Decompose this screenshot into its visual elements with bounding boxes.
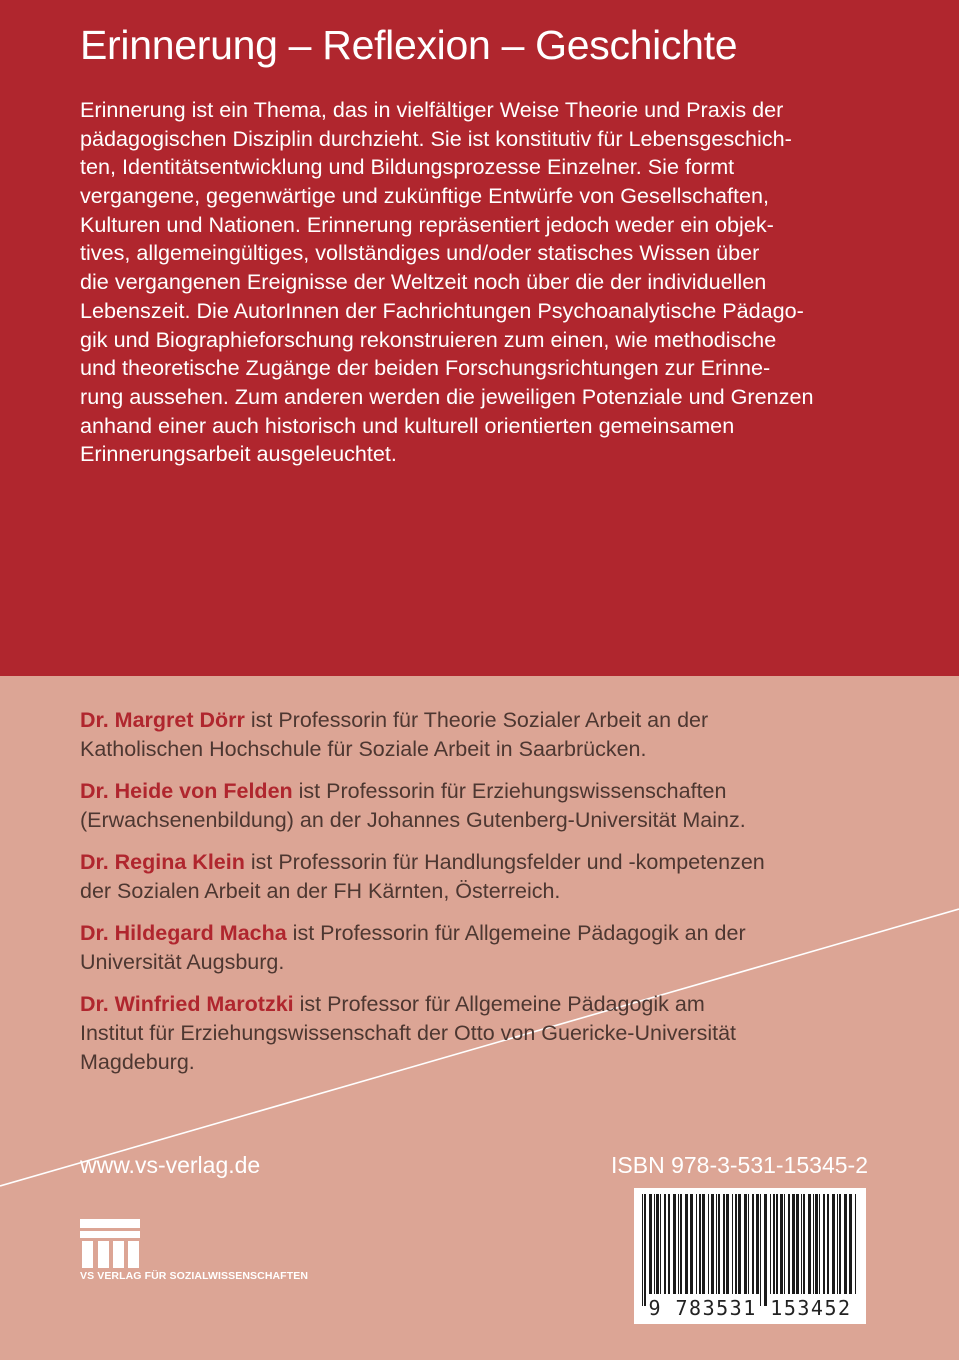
- barcode-bar: [780, 1194, 783, 1294]
- barcode-bar: [660, 1194, 661, 1294]
- barcode-bar: [726, 1194, 729, 1294]
- isbn-label: ISBN 978-3-531-15345-2: [611, 1152, 868, 1178]
- barcode-bar: [644, 1194, 646, 1306]
- barcode-bar: [642, 1194, 643, 1306]
- author-bio-line: Institut für Erziehungswissenschaft der Otto von Guericke-Universität: [80, 1021, 737, 1045]
- blurb-line: anhand einer auch historisch und kulturell orientierten gemeinsamen: [80, 412, 735, 438]
- blurb-line: vergangene, gegenwärtige und zukünftige Entwürfe von Gesellschaften,: [80, 183, 770, 209]
- author-name: Dr. Regina Klein: [80, 850, 245, 874]
- blurb-line: Erinnerung ist ein Thema, das in vielfältiger Weise Theorie und Praxis der: [80, 97, 784, 122]
- author-bio-line: ist Professorin für Erziehungswissenschaften: [292, 779, 727, 803]
- barcode-bar: [801, 1194, 802, 1294]
- barcode-bar: [776, 1194, 778, 1294]
- author-bio-line: Universität Augsburg.: [80, 950, 285, 974]
- barcode-bar: [784, 1194, 785, 1294]
- barcode-bar: [839, 1194, 841, 1294]
- author-name: Dr. Margret Dörr: [80, 708, 245, 732]
- barcode-bar: [735, 1194, 737, 1294]
- blurb-line: gik und Biographieforschung rekonstruieren zum einen, wie methodische: [80, 326, 777, 352]
- barcode-bar: [738, 1194, 741, 1294]
- barcode-bar: [699, 1194, 701, 1294]
- barcode-bar: [673, 1194, 676, 1294]
- barcode-bar: [770, 1194, 771, 1294]
- barcode-bar: [844, 1194, 847, 1294]
- author-entry: [80, 848, 900, 906]
- author-bio-line: ist Professorin für Theorie Sozialer Arbeit an der: [244, 708, 709, 732]
- blurb-line: Erinnerungsarbeit ausgeleuchtet.: [80, 441, 397, 467]
- barcode-bar: [696, 1194, 697, 1294]
- barcode-bar: [792, 1194, 795, 1294]
- barcode-bar: [748, 1194, 749, 1294]
- barcode-bar: [773, 1194, 775, 1294]
- barcode-bar: [752, 1194, 754, 1294]
- blurb-line: rung aussehen. Zum anderen werden die jeweiligen Potenziale und Grenzen: [80, 383, 814, 409]
- barcode-bar: [827, 1194, 829, 1294]
- author-list: [80, 706, 900, 1090]
- blurb-text: [80, 96, 880, 469]
- barcode-bar: [813, 1194, 814, 1294]
- barcode-bar: [702, 1194, 705, 1294]
- blurb-line: die vergangenen Ereignisse der Weltzeit noch über die der individuellen: [80, 269, 767, 295]
- cover-top-panel: [0, 0, 959, 676]
- author-entry: [80, 990, 900, 1077]
- book-title: Erinnerung – Reflexion – Geschichte: [80, 22, 738, 68]
- publisher-name: VS VERLAG FÜR SOZIALWISSENSCHAFTEN: [80, 1270, 308, 1282]
- barcode-bar: [756, 1194, 759, 1294]
- author-name: Dr. Hildegard Macha: [80, 921, 287, 945]
- barcode-bar: [723, 1194, 725, 1294]
- author-bio-line: ist Professorin für Handlungsfelder und -kompetenzen: [244, 850, 765, 874]
- blurb-line: tives, allgemeingültiges, vollständiges und/oder statisches Wissen über: [80, 240, 760, 266]
- author-bio-line: ist Professorin für Allgemeine Pädagogik an der: [286, 921, 746, 945]
- barcode-bar: [668, 1194, 670, 1294]
- barcode-bar: [819, 1194, 820, 1294]
- author-bio-line: Katholischen Hochschule für Soziale Arbeit in Saarbrücken.: [80, 737, 647, 761]
- blurb-line: Lebenszeit. Die AutorInnen der Fachrichtungen Psychoanalytische Pädago-: [80, 297, 804, 323]
- barcode-bar: [716, 1194, 717, 1294]
- author-name: Dr. Heide von Felden: [80, 779, 293, 803]
- barcode-bar: [656, 1194, 659, 1294]
- author-entry: [80, 777, 900, 835]
- barcode-bar: [649, 1194, 652, 1294]
- author-bio-line: (Erwachsenenbildung) an der Johannes Gutenberg-Universität Mainz.: [80, 808, 746, 832]
- author-entry: [80, 706, 900, 764]
- barcode-bar: [760, 1194, 761, 1306]
- author-name: Dr. Winfried Marotzki: [80, 992, 294, 1016]
- barcode-bar: [796, 1194, 799, 1294]
- blurb-line: und theoretische Zugänge der beiden Forschungsrichtungen zur Erinne-: [80, 355, 771, 381]
- author-bio-line: der Sozialen Arbeit an der FH Kärnten, Österreich.: [80, 879, 561, 903]
- cover-bottom-panel: [0, 676, 959, 1360]
- barcode-bar: [823, 1194, 825, 1294]
- publisher-url[interactable]: www.vs-verlag.de: [80, 1152, 261, 1178]
- barcode-bar: [690, 1194, 693, 1294]
- barcode: [634, 1188, 866, 1324]
- barcode-bar: [718, 1194, 720, 1294]
- author-entry: [80, 919, 900, 977]
- barcode-bar: [837, 1194, 838, 1294]
- barcode-bar: [654, 1194, 655, 1294]
- barcode-digits: 9 783531 153452: [648, 1296, 852, 1320]
- barcode-bar: [855, 1194, 856, 1294]
- blurb-line: ten, Identitätsentwicklung und Bildungsprozesse Einzelner. Sie formt: [80, 154, 735, 180]
- barcode-bar: [788, 1194, 790, 1294]
- barcode-bar: [815, 1194, 818, 1294]
- barcode-bar: [711, 1194, 714, 1294]
- barcode-bar: [708, 1194, 709, 1294]
- barcode-bar: [832, 1194, 835, 1294]
- barcode-bar: [680, 1194, 682, 1294]
- blurb-line: pädagogischen Disziplin durchzieht. Sie ist konstitutiv für Lebensgeschich-: [80, 125, 792, 151]
- author-bio-line: ist Professor für Allgemeine Pädagogik am: [293, 992, 705, 1016]
- barcode-bar: [849, 1194, 852, 1294]
- blurb-line: Kulturen und Nationen. Erinnerung repräsentiert jedoch weder ein objek-: [80, 211, 774, 237]
- barcode-bar: [664, 1194, 666, 1294]
- barcode-bar: [685, 1194, 688, 1294]
- barcode-bar: [678, 1194, 679, 1294]
- barcode-bar: [803, 1194, 805, 1294]
- barcode-bar: [744, 1194, 747, 1294]
- barcode-bar: [808, 1194, 811, 1294]
- barcode-bar: [732, 1194, 733, 1294]
- barcode-bar: [764, 1194, 767, 1306]
- author-bio-line: Magdeburg.: [80, 1050, 195, 1074]
